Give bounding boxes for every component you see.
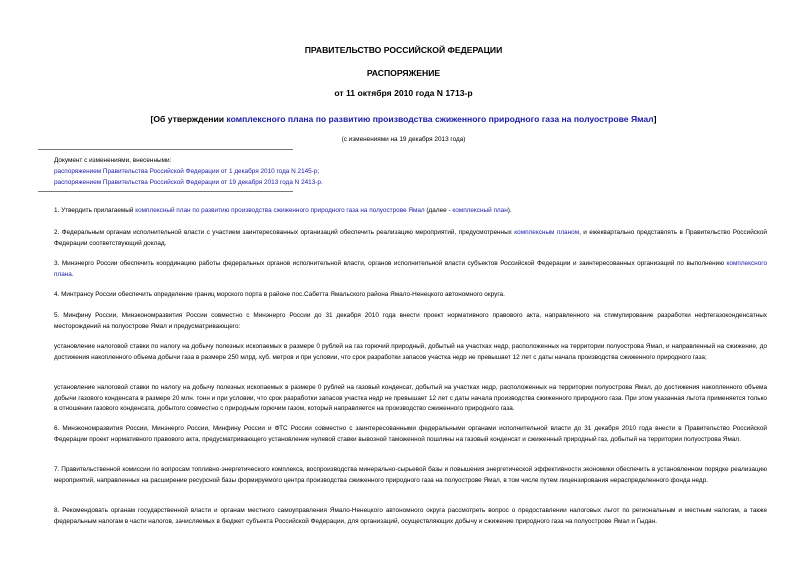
- title-prefix: [Об утверждении: [150, 114, 227, 124]
- title-suffix: ]: [653, 114, 657, 124]
- p1-plan-short-link[interactable]: комплексный план: [452, 207, 508, 214]
- document-date-number: от 11 октября 2010 года N 1713-р: [334, 88, 473, 98]
- paragraph-5: 5. Минфину России, Минэкономразвития России совместно с Минэнерго России до 31 декабря 2010 года внести проект нормативного правового акта, направленного на стимулирование разработки нефтегазоконденсатных месторождений на полуострове Ямал и предусматривающего:: [54, 312, 767, 330]
- government-heading: ПРАВИТЕЛЬСТВО РОССИЙСКОЙ ФЕДЕРАЦИИ: [304, 45, 503, 55]
- p1-text-a: 1. Утвердить прилагаемый: [54, 207, 136, 214]
- p1-plan-link[interactable]: комплексный план по развитию производства сжиженного природного газа на полуострове Ямал: [135, 207, 425, 214]
- divider-top: [38, 149, 293, 150]
- paragraph-4: 4. Минтрансу России обеспечить определение границ морского порта в районе пос.Сабетта Ямальского района Ямало-Ненецкого автономного округа.: [54, 291, 505, 298]
- p1-text-c: ).: [507, 207, 512, 214]
- paragraph-7: 7. Правительственной комиссии по вопросам топливно-энергетического комплекса, воспроизводства минерально-сырьевой базы и повышения энергетической эффективности экономики обеспечить в установленном порядке реализацию мероприятий, направленных на расширение ресурсной базы формируемого центра производства сжиженного природного газа на полуострове Ямал, в том числе путем лицензирования нераспределенного фонда недр.: [54, 466, 767, 484]
- paragraph-8: 8. Рекомендовать органам государственной власти и органам местного самоуправления Ямало-Ненецкого автономного округа рассмотреть вопрос о предоставлении налоговых льгот по региональным и местным налогам, а также федеральным налогам в части налогов, зачисляемых в бюджет субъекта Российской Федерации, для организаций, осуществляющих добычу и сжижение природного газа на полуострове Ямал и Гыдан.: [54, 507, 767, 525]
- document-type-heading: РАСПОРЯЖЕНИЕ: [366, 68, 441, 78]
- p3-plan-link[interactable]: комплексного плана: [54, 260, 767, 278]
- amendments-block: [54, 155, 323, 188]
- p2-text-a: 2. Федеральным органам исполнительной власти с участием заинтересованных организаций обеспечить реализацию мероприятий, предусмотренных: [54, 229, 515, 236]
- changes-note: (с изменениями на 19 декабря 2013 года): [341, 136, 466, 143]
- amendment-link-2[interactable]: распоряжением Правительства Российской Федерации от 19 декабря 2013 года N 2413-р.: [54, 179, 323, 186]
- p3-text-b: .: [71, 270, 74, 278]
- paragraph-3: [54, 259, 767, 280]
- p3-text-a: 3. Минэнерго России обеспечить координацию работы федеральных органов исполнительной власти, органов исполнительной власти субъектов Российской Федерации и заинтересованных организаций по выполнению: [54, 260, 727, 267]
- document-title: [0, 114, 807, 124]
- p1-text-b: (далее -: [424, 207, 453, 214]
- paragraph-5-item-1: установление налоговой ставки по налогу на добычу полезных ископаемых в размере 0 рублей на газ горючий природный, добытый на участках недр, расположенных на территории полуострова Ямал, и направленный на сжижение, до достижения накопленного объема добычи газа в размере 250 млрд. куб. метров и при условии, что срок разработки запасов участка недр не превышает 12 лет с даты начала производства сжиженного природного газа;: [54, 343, 767, 361]
- p2-plan-link[interactable]: комплексным планом: [514, 229, 580, 236]
- divider-bottom: [38, 191, 293, 192]
- paragraph-1: [54, 206, 767, 217]
- amendment-link-1[interactable]: распоряжением Правительства Российской Федерации от 1 декабря 2010 года N 2145-р;: [54, 168, 320, 175]
- paragraph-2: [54, 228, 767, 249]
- paragraph-5-item-2: установление налоговой ставки по налогу на добычу полезных ископаемых в размере 0 рублей на газовый конденсат, добытый на участках недр, расположенных на территории полуострова Ямал, до достижения накопленного объема добычи газового конденсата в размере 20 млн. тонн и при условии, что срок разработки запасов участка недр не превышает 12 лет с даты начала производства сжиженного природного газа. При этом указанная льгота применяется только в отношении газового конденсата, добытого совместно с природным горючим газом, который направляется на производство сжиженного природного газа.: [54, 384, 767, 413]
- title-plan-link[interactable]: комплексного плана по развитию производства сжиженного природного газа на полуострове Ямал: [226, 114, 654, 124]
- amendments-heading: Документ с изменениями, внесенными:: [54, 157, 172, 164]
- p2-text-b: , и ежеквартально представлять в Правительство Российской Федерации соответствующий доклад.: [54, 229, 767, 247]
- paragraph-6: 6. Минэкономразвития России, Минэнерго России, Минфину России и ФТС России совместно с заинтересованными федеральными органами исполнительной власти до 31 декабря 2010 года внести в Правительство Российской Федерации проект нормативного правового акта, предусматривающего установление нулевой ставки вывозной таможенной пошлины на газовый конденсат и сжиженный природный газ, добытый на территории полуострова Ямал.: [54, 425, 767, 443]
